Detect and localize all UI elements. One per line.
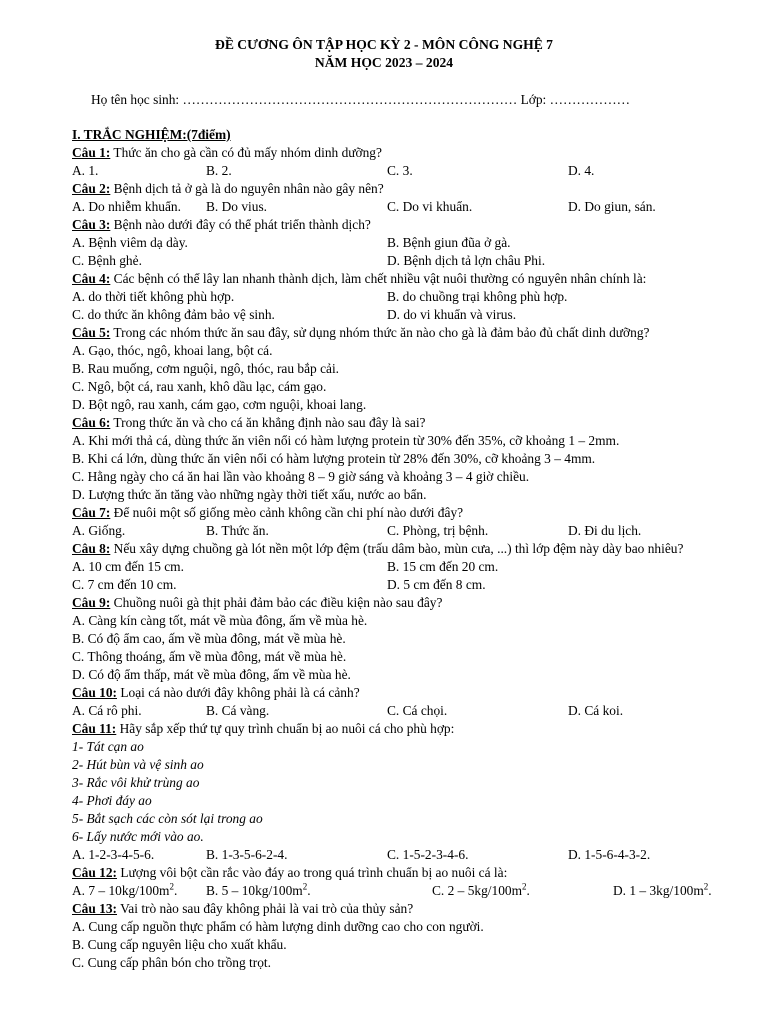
option-c: C. Ngô, bột cá, rau xanh, khô dầu lạc, cám gạo.	[72, 379, 327, 394]
option-d: D. 1-5-6-4-3-2.	[568, 847, 651, 862]
option-c: C. 7 cm đến 10 cm.	[72, 577, 177, 592]
document-title: ĐỀ CƯƠNG ÔN TẬP HỌC KỲ 2 - MÔN CÔNG NGHỆ 7	[215, 37, 553, 52]
options-row	[72, 234, 734, 252]
option-a: A. 1.	[72, 163, 99, 178]
step-item: 2- Hút bùn và vệ sinh ao	[72, 757, 204, 772]
option-a: A. Do nhiễm khuẩn.	[72, 199, 181, 214]
option-d: D. Bệnh dịch tả lợn châu Phi.	[387, 253, 546, 268]
option-b: B. Bệnh giun đũa ở gà.	[387, 235, 511, 250]
school-year: NĂM HỌC 2023 – 2024	[314, 55, 454, 70]
question-12: Câu 12: Lượng vôi bột cần rắc vào đáy ao trong quá trình chuẩn bị ao nuôi cá là:	[72, 865, 508, 880]
option-d: D. Lượng thức ăn tăng vào những ngày thời tiết xấu, nước ao bẩn.	[72, 487, 427, 502]
options-row	[72, 162, 734, 180]
option-d: D. Bột ngô, rau xanh, cám gạo, cơm nguội, khoai lang.	[72, 397, 367, 412]
question-2: Câu 2: Bệnh dịch tả ở gà là do nguyên nhân nào gây nên?	[72, 181, 384, 196]
option-b: B. 15 cm đến 20 cm.	[387, 559, 499, 574]
question-8: Câu 8: Nếu xây dựng chuồng gà lót nền một lớp đệm (trấu dâm bào, mùn cưa, ...) thì lớp đệm này dày bao nhiêu?	[72, 541, 684, 556]
option-c: C. Thông thoáng, ấm về mùa đông, mát về mùa hè.	[72, 649, 347, 664]
options-row	[72, 522, 734, 540]
option-d: D. $1 - 3kg/100m^2$.	[613, 881, 712, 898]
option-a: A. Giống.	[72, 523, 126, 538]
option-c: C. $2 - 5kg/100m^2$.	[432, 881, 530, 898]
option-d: D. 5 cm đến 8 cm.	[387, 577, 486, 592]
options-row	[72, 882, 734, 900]
option-d: D. Có độ ẩm thấp, mát về mùa đông, ấm về mùa hè.	[72, 667, 351, 682]
option-a: A. $7 - 10kg/100m^2$.	[72, 881, 178, 898]
step-item: 5- Bắt sạch các còn sót lại trong ao	[72, 811, 263, 826]
option-c: C. Bệnh ghẻ.	[72, 253, 142, 268]
question-6: Câu 6: Trong thức ăn và cho cá ăn khẳng định nào sau đây là sai?	[72, 415, 426, 430]
options-row	[72, 288, 734, 306]
question-3: Câu 3: Bệnh nào dưới đây có thể phát triển thành dịch?	[72, 217, 371, 232]
question-9: Câu 9: Chuồng nuôi gà thịt phải đảm bảo các điều kiện nào sau đây?	[72, 595, 443, 610]
option-b: B. Rau muống, cơm nguội, ngô, thóc, rau bắp cải.	[72, 361, 340, 376]
option-c: C. 1-5-2-3-4-6.	[387, 847, 469, 862]
option-c: C. Cung cấp phân bón cho trồng trọt.	[72, 955, 271, 970]
option-b: B. 1-3-5-6-2-4.	[206, 847, 288, 862]
option-b: B. Cung cấp nguyên liệu cho xuất khẩu.	[72, 937, 287, 952]
question-10: Câu 10: Loại cá nào dưới đây không phải là cá cảnh?	[72, 685, 360, 700]
question-list	[72, 126, 734, 972]
options-row	[72, 306, 734, 324]
step-item: 3- Rắc vôi khử trùng ao	[72, 775, 200, 790]
option-a: A. 1-2-3-4-5-6.	[72, 847, 155, 862]
option-b: B. Khi cá lớn, dùng thức ăn viên nổi có hàm lượng protein từ 28% đến 30%, cỡ khoảng 3 – 4mm.	[72, 451, 596, 466]
option-d: D. 4.	[568, 163, 595, 178]
option-b: B. Cá vàng.	[206, 703, 270, 718]
option-b: B. Có độ ẩm cao, ấm về mùa đông, mát về mùa hè.	[72, 631, 346, 646]
option-a: A. Cá rô phi.	[72, 703, 142, 718]
option-c: C. Phòng, trị bệnh.	[387, 523, 489, 538]
option-a: A. 10 cm đến 15 cm.	[72, 559, 184, 574]
options-row	[72, 558, 734, 576]
option-a: A. Bệnh viêm dạ dày.	[72, 235, 188, 250]
section-heading: I. TRẮC NGHIỆM:(7điểm)	[72, 127, 231, 142]
option-d: D. do vi khuẩn và virus.	[387, 307, 517, 322]
step-item: 1- Tát cạn ao	[72, 739, 144, 754]
option-d: D. Do giun, sán.	[568, 199, 656, 214]
option-a: A. Khi mới thả cá, dùng thức ăn viên nổi có hàm lượng protein từ 30% đến 35%, cỡ khoảng 1 – 2mm.	[72, 433, 620, 448]
question-1: Câu 1: Thức ăn cho gà cần có đủ mấy nhóm dinh dưỡng?	[72, 145, 382, 160]
option-c: C. Do vi khuẩn.	[387, 199, 473, 214]
option-d: D. Cá koi.	[568, 703, 624, 718]
step-item: 4- Phơi đáy ao	[72, 793, 152, 808]
option-b: B. $5 - 10kg/100m^2$.	[206, 881, 311, 898]
option-c: C. do thức ăn không đảm bảo vệ sinh.	[72, 307, 275, 322]
student-info-line: Họ tên học sinh: ………………………………………………………………… Lớp: ………………	[91, 92, 630, 107]
question-5: Câu 5: Trong các nhóm thức ăn sau đây, sử dụng nhóm thức ăn nào cho gà là đảm bảo đủ chất dinh dưỡng?	[72, 325, 650, 340]
option-b: B. 2.	[206, 163, 232, 178]
question-7: Câu 7: Để nuôi một số giống mèo cảnh không cần chi phí nào dưới đây?	[72, 505, 464, 520]
option-a: A. do thời tiết không phù hợp.	[72, 289, 235, 304]
option-a: A. Cung cấp nguồn thực phẩm có hàm lượng dinh dưỡng cao cho con người.	[72, 919, 484, 934]
option-c: C. Cá chọi.	[387, 703, 448, 718]
options-row	[72, 846, 734, 864]
option-b: B. do chuồng trại không phù hợp.	[387, 289, 568, 304]
option-a: A. Càng kín càng tốt, mát về mùa đông, ấm về mùa hè.	[72, 613, 368, 628]
options-row	[72, 702, 734, 720]
step-item: 6- Lấy nước mới vào ao.	[72, 829, 204, 844]
options-row	[72, 198, 734, 216]
question-4: Câu 4: Các bệnh có thể lây lan nhanh thành dịch, làm chết nhiều vật nuôi thường có nguyên nhân chính là:	[72, 271, 647, 286]
options-row	[72, 252, 734, 270]
option-d: D. Đi du lịch.	[568, 523, 642, 538]
option-c: C. 3.	[387, 163, 413, 178]
option-c: C. Hằng ngày cho cá ăn hai lần vào khoảng 8 – 9 giờ sáng và khoảng 3 – 4 giờ chiều.	[72, 469, 530, 484]
options-row	[72, 576, 734, 594]
question-13: Câu 13: Vai trò nào sau đây không phải là vai trò của thủy sản?	[72, 901, 414, 916]
option-b: B. Do vius.	[206, 199, 268, 214]
question-11: Câu 11: Hãy sắp xếp thứ tự quy trình chuẩn bị ao nuôi cá cho phù hợp:	[72, 721, 455, 736]
option-b: B. Thức ăn.	[206, 523, 269, 538]
option-a: A. Gạo, thóc, ngô, khoai lang, bột cá.	[72, 343, 273, 358]
